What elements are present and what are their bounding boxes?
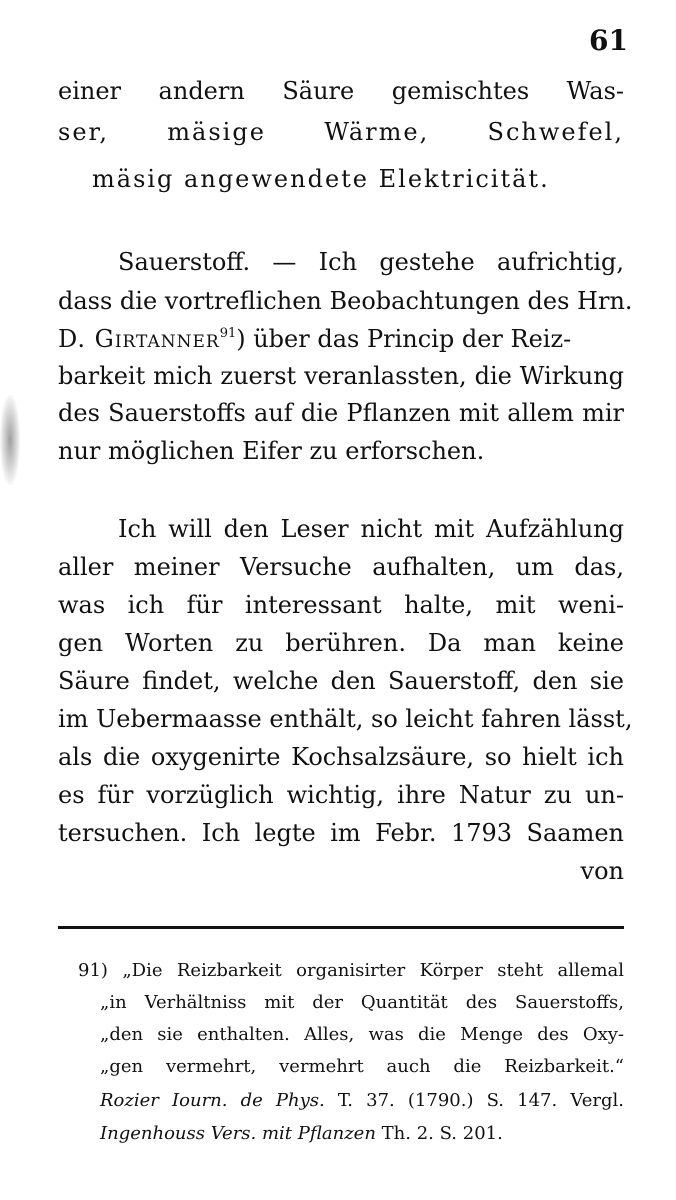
text-line: Säure findet, welche den Sauerstoff, den sie — [58, 667, 624, 695]
catchword: von — [580, 857, 624, 885]
text-line: barkeit mich zuerst veranlassten, die Wirkung — [58, 362, 624, 390]
footnote-rule — [58, 926, 624, 929]
page-number: 61 — [589, 24, 628, 57]
text-line: Sauerstoff. — Ich gestehe aufrichtig, — [118, 248, 624, 276]
footnote-line: „den sie enthalten. Alles, was die Menge des Oxy- — [100, 1024, 624, 1045]
text-line: des Sauerstoffs auf die Pflanzen mit allem mir — [58, 399, 624, 427]
text-line: ser, mäsige Wärme, Schwefel, — [58, 118, 624, 146]
text-line: im Uebermaasse enthält, so leicht fahren lässt, — [58, 705, 633, 733]
text-line: nur möglichen Eifer zu erforschen. — [58, 437, 485, 465]
journal-title: Rozier Iourn. de Phys. — [100, 1090, 325, 1111]
text-line — [58, 320, 624, 358]
text-line: als die oxygenirte Kochsalzsäure, so hielt ich — [58, 743, 624, 771]
footnote-line: „in Verhältniss mit der Quantität des Sauerstoffs, — [100, 992, 624, 1013]
citation-details: T. 37. (1790.) S. 147. Vergl. — [337, 1090, 624, 1111]
text-line: tersuchen. Ich legte im Febr. 1793 Saamen — [58, 819, 624, 847]
text-fragment: ) über das Princip der Reiz- — [236, 325, 572, 353]
text-line: aller meiner Versuche aufhalten, um das, — [58, 553, 624, 581]
text-line: einer andern Säure gemischtes Was- — [58, 77, 624, 105]
text-line: es für vorzüglich wichtig, ihre Natur zu un- — [58, 781, 624, 809]
text-line: mäsig angewendete Elektricität. — [92, 165, 550, 193]
ink-smudge — [0, 395, 20, 485]
footnote-reference — [100, 1118, 624, 1150]
footnote-line: „gen vermehrt, vermehrt auch die Reizbarkeit.“ — [100, 1056, 624, 1077]
text-line: gen Worten zu berühren. Da man keine — [58, 629, 624, 657]
text-line: Ich will den Leser nicht mit Aufzählung — [118, 515, 624, 543]
text-line: was ich für interessant halte, mit weni- — [58, 591, 624, 619]
book-title: Ingenhouss Vers. mit Pflanzen — [100, 1123, 376, 1144]
author-name: D. Girtanner — [58, 325, 220, 353]
citation-details: Th. 2. S. 201. — [381, 1123, 503, 1144]
text-line: dass die vortreflichen Beobachtungen des Hrn. — [58, 287, 633, 315]
footnote-reference — [100, 1085, 624, 1117]
footnote-marker: 91 — [219, 326, 237, 341]
footnote-line: 91) „Die Reizbarkeit organisirter Körper steht allemal — [78, 960, 624, 981]
